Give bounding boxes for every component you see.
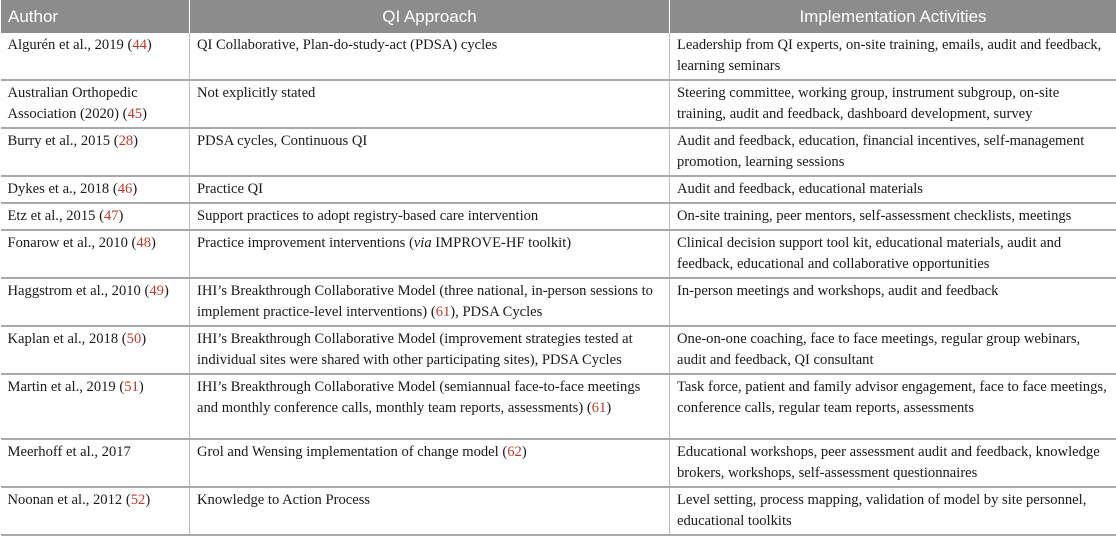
activities-cell: In-person meetings and workshops, audit and feedback [670, 278, 1116, 326]
table-row [1, 439, 1116, 487]
author-cell: Dykes et a., 2018 (46) [1, 176, 190, 203]
activities-cell: Educational workshops, peer assessment audit and feedback, knowledge brokers, workshops, self-assessment questionnaires [670, 439, 1116, 487]
approach-cell: IHI’s Breakthrough Collaborative Model (semiannual face-to-face meetings and monthly conference calls, monthly team reports, assessments) (61) [190, 374, 670, 439]
table-row [1, 230, 1116, 278]
header-implementation-activities: Implementation Activities [670, 0, 1116, 33]
author-cell: Kaplan et al., 2018 (50) [1, 326, 190, 374]
activities-cell: Leadership from QI experts, on-site training, emails, audit and feedback, learning seminars [670, 33, 1116, 80]
approach-cell: IHI’s Breakthrough Collaborative Model (three national, in-person sessions to implement practice-level interventions) (61), PDSA Cycles [190, 278, 670, 326]
reference-link[interactable]: 28 [119, 133, 134, 149]
activities-cell: Clinical decision support tool kit, educational materials, audit and feedback, educational and collaborative opportunities [670, 230, 1116, 278]
reference-link[interactable]: 62 [507, 444, 522, 460]
reference-link[interactable]: 46 [118, 181, 133, 197]
table-row [1, 33, 1116, 80]
reference-link[interactable]: 52 [131, 492, 146, 508]
reference-link[interactable]: 61 [592, 400, 607, 416]
activities-cell: Audit and feedback, education, financial incentives, self-management promotion, learning sessions [670, 128, 1116, 176]
table-row [1, 176, 1116, 203]
reference-link[interactable]: 45 [127, 106, 142, 122]
table-row [1, 326, 1116, 374]
table-row [1, 374, 1116, 439]
approach-cell: Not explicitly stated [190, 80, 670, 128]
reference-link[interactable]: 44 [132, 37, 147, 53]
reference-link[interactable]: 51 [124, 379, 139, 395]
author-cell: Burry et al., 2015 (28) [1, 128, 190, 176]
activities-cell: Level setting, process mapping, validation of model by site personnel, educational toolkits [670, 487, 1116, 535]
reference-link[interactable]: 49 [149, 283, 164, 299]
approach-cell: Knowledge to Action Process [190, 487, 670, 535]
author-cell: Fonarow et al., 2010 (48) [1, 230, 190, 278]
activities-cell: One-on-one coaching, face to face meetings, regular group webinars, audit and feedback, QI consultant [670, 326, 1116, 374]
approach-cell: QI Collaborative, Plan-do-study-act (PDSA) cycles [190, 33, 670, 80]
activities-cell: Task force, patient and family advisor engagement, face to face meetings, conference calls, regular team reports, assessments [670, 374, 1116, 439]
author-cell: Etz et al., 2015 (47) [1, 203, 190, 230]
reference-link[interactable]: 48 [136, 235, 151, 251]
reference-link[interactable]: 61 [436, 304, 451, 320]
approach-cell: PDSA cycles, Continuous QI [190, 128, 670, 176]
author-cell: Algurén et al., 2019 (44) [1, 33, 190, 80]
table-row [1, 487, 1116, 535]
author-cell: Haggstrom et al., 2010 (49) [1, 278, 190, 326]
author-cell: Meerhoff et al., 2017 [1, 439, 190, 487]
table-row [1, 203, 1116, 230]
table-row [1, 128, 1116, 176]
author-cell: Australian Orthopedic Association (2020) (45) [1, 80, 190, 128]
author-cell: Noonan et al., 2012 (52) [1, 487, 190, 535]
approach-cell: Practice QI [190, 176, 670, 203]
approach-cell: Grol and Wensing implementation of change model (62) [190, 439, 670, 487]
header-row [1, 0, 1116, 33]
approach-cell: IHI’s Breakthrough Collaborative Model (improvement strategies tested at individual sites were shared with other participating sites), PDSA Cycles [190, 326, 670, 374]
table-row [1, 80, 1116, 128]
reference-link[interactable]: 50 [127, 331, 142, 347]
activities-cell: On-site training, peer mentors, self-assessment checklists, meetings [670, 203, 1116, 230]
table-row [1, 278, 1116, 326]
approach-cell: Practice improvement interventions (via IMPROVE-HF toolkit) [190, 230, 670, 278]
activities-cell: Audit and feedback, educational materials [670, 176, 1116, 203]
header-qi-approach: QI Approach [190, 0, 670, 33]
header-author: Author [1, 0, 190, 33]
activities-cell: Steering committee, working group, instrument subgroup, on-site training, audit and feedback, dashboard development, survey [670, 80, 1116, 128]
approach-cell: Support practices to adopt registry-based care intervention [190, 203, 670, 230]
reference-link[interactable]: 47 [104, 208, 119, 224]
author-cell: Martin et al., 2019 (51) [1, 374, 190, 439]
